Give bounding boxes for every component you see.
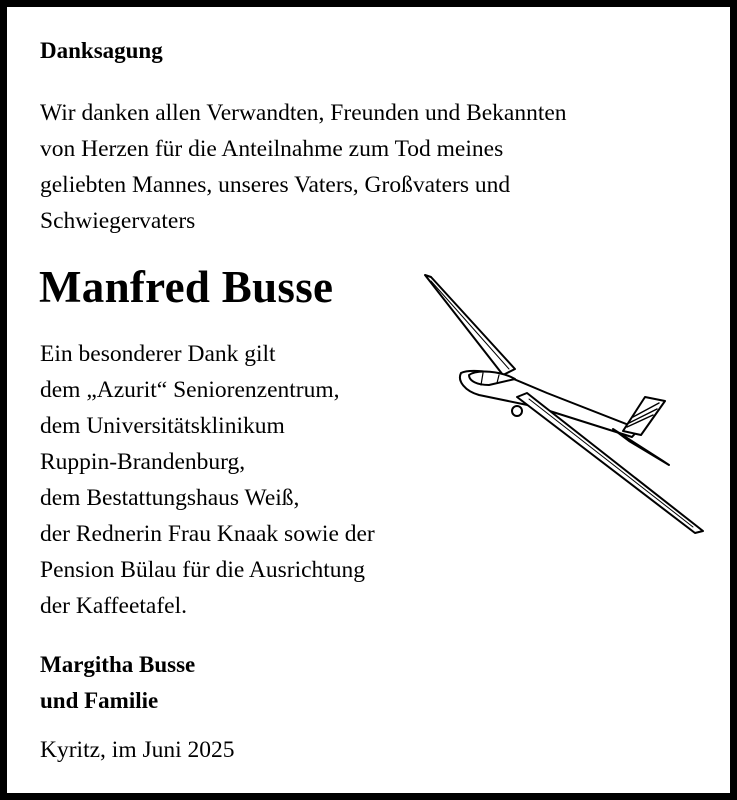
intro-text <box>40 95 720 239</box>
intro-line: Wir danken allen Verwandten, Freunden und Bekannten <box>40 100 567 126</box>
place-date: Kyritz, im Juni 2025 <box>40 737 235 763</box>
intro-line: von Herzen für die Anteilnahme zum Tod meines <box>40 136 504 162</box>
thanks-line: Ein besonderer Dank gilt <box>40 341 276 367</box>
glider-icon <box>417 269 712 541</box>
signature-line: und Familie <box>40 688 159 713</box>
thanks-line: Ruppin-Brandenburg, <box>40 449 246 475</box>
thanks-line: der Rednerin Frau Knaak sowie der <box>40 521 375 547</box>
thanks-line: dem Bestattungshaus Weiß, <box>40 485 300 511</box>
obituary-thanks-ad <box>7 7 730 793</box>
thanks-line: dem Universitätsklinikum <box>40 413 285 439</box>
thanks-text <box>40 336 375 624</box>
signature <box>40 647 195 719</box>
thanks-line: Pension Bülau für die Ausrichtung <box>40 557 366 583</box>
intro-line: Schwiegervaters <box>40 208 196 234</box>
intro-line: geliebten Mannes, unseres Vaters, Großvaters und <box>40 172 511 198</box>
thanks-line: der Kaffeetafel. <box>40 593 187 619</box>
deceased-name: Manfred Busse <box>39 262 334 312</box>
thanks-line: dem „Azurit“ Seniorenzentrum, <box>40 377 340 403</box>
signature-line: Margitha Busse <box>40 652 196 677</box>
heading: Danksagung <box>40 38 163 63</box>
